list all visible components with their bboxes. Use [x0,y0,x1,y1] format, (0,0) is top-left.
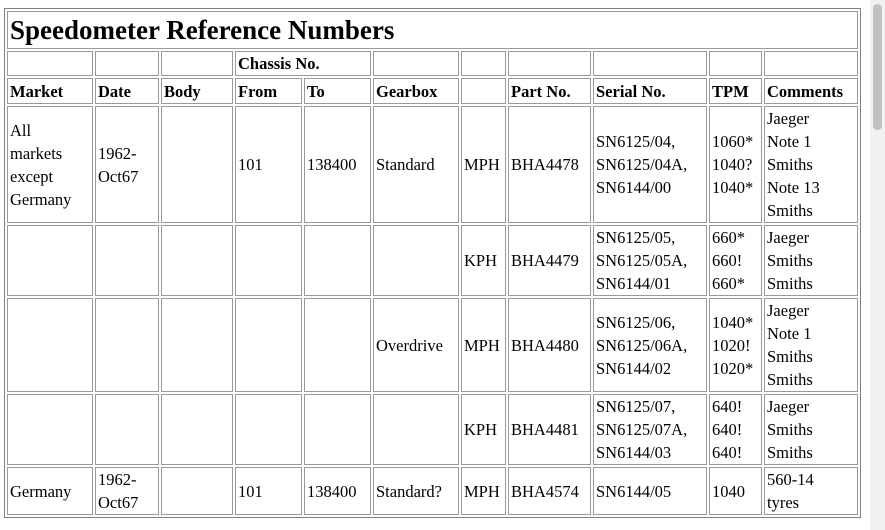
comments-line: Smiths [767,201,813,220]
blank-header-cell [709,51,762,76]
tpm-cell [709,394,762,465]
column-header-to: To [304,78,371,104]
table-body [7,106,858,515]
date-line: Oct67 [98,493,139,512]
tpm-line: 660* [712,228,745,247]
tpm-line: 1060* [712,132,754,151]
market-cell [7,225,93,296]
gearbox-cell [373,225,459,296]
body-cell [161,394,233,465]
date-cell [95,106,159,223]
tpm-cell [709,106,762,223]
tpm-line: 1020* [712,358,754,378]
table-row [7,394,858,465]
serial-no-line: SN6125/07, [596,397,676,416]
blank-header-cell [161,51,233,76]
market-cell [7,394,93,465]
tpm-line: 640! [712,443,743,462]
tpm-line: 1020! [712,335,751,355]
to-cell: 138400 [304,106,371,223]
tpm-line: 1040? [712,155,753,174]
comments-cell [764,467,858,515]
body-cell [161,225,233,296]
date-line: 1962- [98,470,137,489]
serial-no-cell [593,225,707,296]
unit-cell: MPH [461,467,506,515]
from-cell: 101 [235,467,302,515]
to-cell: 138400 [304,467,371,515]
comments-line: Jaeger [767,397,810,416]
gearbox-cell: Overdrive [373,298,459,392]
comments-line: Smiths [767,443,813,462]
column-header-from: From [235,78,302,104]
unit-cell: KPH [461,394,506,465]
comments-line: Note 1 [767,324,812,343]
comments-line: Jaeger [767,301,810,320]
part-no-cell: BHA4479 [508,225,591,296]
serial-no-line: SN6144/02 [596,358,672,378]
serial-no-cell [593,394,707,465]
date-cell [95,225,159,296]
from-cell: 101 [235,106,302,223]
serial-no-line: SN6125/07A, [596,420,688,439]
serial-no-line: SN6125/05, [596,228,676,247]
tpm-line: 660! [712,251,743,270]
comments-line: 560-14 [767,470,814,489]
part-no-cell: BHA4574 [508,467,591,515]
comments-line: tyres [767,493,800,512]
serial-no-line: SN6125/05A, [596,251,688,270]
date-line: 1962- [98,143,137,163]
tpm-line: 1040* [712,178,754,197]
column-header-tpm: TPM [709,78,762,104]
part-no-cell: BHA4480 [508,298,591,392]
market-line: Germany [10,189,72,209]
blank-header-cell [764,51,858,76]
tpm-cell [709,298,762,392]
unit-cell: KPH [461,225,506,296]
serial-no-cell [593,106,707,223]
part-no-cell: BHA4481 [508,394,591,465]
scrollbar-thumb[interactable] [873,4,882,130]
tpm-cell [709,225,762,296]
serial-no-line: SN6125/06, [596,312,676,332]
comments-line: Smiths [767,420,813,439]
comments-line: Smiths [767,155,813,174]
body-cell [161,467,233,515]
from-cell [235,394,302,465]
to-cell [304,298,371,392]
table-row [7,106,858,223]
group-header-row [7,51,858,76]
column-header-serial-no: Serial No. [593,78,707,104]
blank-header-cell [95,51,159,76]
from-cell [235,225,302,296]
date-cell [95,394,159,465]
gearbox-cell: Standard? [373,467,459,515]
table-title: Speedometer Reference Numbers [7,11,858,49]
comments-line: Smiths [767,251,813,270]
market-cell [7,467,93,515]
column-header-unit [461,78,506,104]
comments-cell [764,298,858,392]
market-line: All [10,120,32,140]
serial-no-cell [593,467,707,515]
column-header-row [7,78,858,104]
blank-header-cell [593,51,707,76]
column-header-body: Body [161,78,233,104]
serial-no-line: SN6144/05 [596,481,672,501]
tpm-line: 640! [712,420,743,439]
market-cell [7,106,93,223]
from-cell [235,298,302,392]
gearbox-cell [373,394,459,465]
speedometer-reference-table [4,8,861,518]
tpm-cell [709,467,762,515]
column-header-date: Date [95,78,159,104]
table-row [7,467,858,515]
date-cell [95,298,159,392]
chassis-group-header: Chassis No. [235,51,371,76]
serial-no-line: SN6125/06A, [596,335,688,355]
blank-header-cell [508,51,591,76]
part-no-cell: BHA4478 [508,106,591,223]
serial-no-line: SN6144/01 [596,274,672,293]
serial-no-line: SN6144/00 [596,178,672,197]
date-line: Oct67 [98,166,139,186]
serial-no-line: SN6125/04A, [596,155,688,174]
comments-line: Smiths [767,274,813,293]
market-cell [7,298,93,392]
comments-line: Jaeger [767,228,810,247]
tpm-line: 660* [712,274,745,293]
date-cell [95,467,159,515]
market-line: Germany [10,481,72,501]
column-header-gearbox: Gearbox [373,78,459,104]
tpm-line: 1040 [712,481,745,501]
comments-line: Smiths [767,370,813,389]
unit-cell: MPH [461,106,506,223]
serial-no-line: SN6144/03 [596,443,672,462]
body-cell [161,106,233,223]
vertical-scrollbar[interactable] [870,0,885,530]
table-row [7,298,858,392]
market-line: except [10,166,54,186]
comments-line: Smiths [767,347,813,366]
column-header-market: Market [7,78,93,104]
comments-line: Note 13 [767,178,820,197]
comments-cell [764,106,858,223]
to-cell [304,394,371,465]
page-content [4,8,858,518]
blank-header-cell [7,51,93,76]
market-line: markets [10,143,63,163]
column-header-part-no: Part No. [508,78,591,104]
comments-cell [764,225,858,296]
gearbox-cell: Standard [373,106,459,223]
body-cell [161,298,233,392]
serial-no-cell [593,298,707,392]
serial-no-line: SN6125/04, [596,132,676,151]
blank-header-cell [461,51,506,76]
table-row [7,225,858,296]
tpm-line: 1040* [712,312,754,332]
unit-cell: MPH [461,298,506,392]
comments-line: Note 1 [767,132,812,151]
blank-header-cell [373,51,459,76]
comments-cell [764,394,858,465]
comments-line: Jaeger [767,109,810,128]
to-cell [304,225,371,296]
column-header-comments: Comments [764,78,858,104]
tpm-line: 640! [712,397,743,416]
